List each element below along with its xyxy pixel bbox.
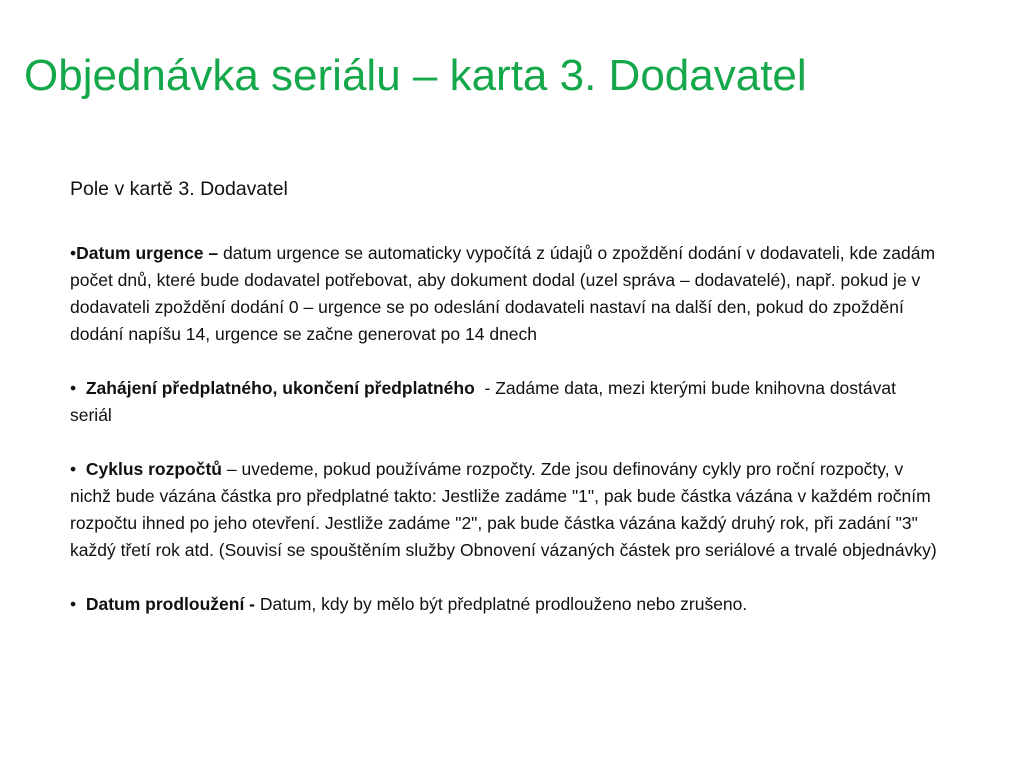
field-name: Datum urgence – bbox=[76, 243, 219, 263]
bullet: • bbox=[70, 594, 86, 614]
bullet: • bbox=[70, 378, 86, 398]
field-name: Cyklus rozpočtů bbox=[85, 459, 222, 479]
list-item-datum-prodlouzeni bbox=[70, 591, 940, 618]
list-item-cyklus-rozpoctu bbox=[70, 456, 940, 564]
field-description: datum urgence se automaticky vypočítá z údajů o zpoždění dodání v dodavateli, kde zadám počet dnů, které bude dodavatel potřebovat, aby dokument dodal (uzel správa – dodavatelé), např. pokud je v dodavateli zpoždění dodání 0 – urgence se po odeslání dodavateli nastaví na další den, pokud do zpoždění dodání napíšu 14, urgence se začne generovat po 14 dnech bbox=[70, 243, 936, 344]
slide-title: Objednávka seriálu – karta 3. Dodavatel bbox=[24, 51, 807, 100]
field-name: Zahájení předplatného, ukončení předplatného bbox=[85, 378, 475, 398]
slide-content bbox=[70, 174, 940, 645]
bullet: • bbox=[70, 243, 77, 263]
bullet: • bbox=[70, 459, 86, 479]
field-description: Datum, kdy by mělo být předplatné prodlouženo nebo zrušeno. bbox=[255, 594, 748, 614]
field-description: - Zadáme data, mezi kterými bude knihovna dostávat seriál bbox=[70, 378, 901, 425]
field-description: – uvedeme, pokud používáme rozpočty. Zde jsou definovány cykly pro roční rozpočty, v nichž bude vázána částka pro předplatné takto: Jestliže zadáme "1", pak bude částka vázána v každém ročním rozpočtu ihned po jeho otevření. Jestliže zadáme "2", pak bude částka vázána každý druhý rok, při zadání "3" každý třetí rok atd. (Souvisí se spouštěním služby Obnovení vázaných částek pro seriálové a trvalé objednávky) bbox=[70, 459, 937, 560]
list-item-datum-urgence bbox=[70, 240, 940, 348]
section-heading: Pole v kartě 3. Dodavatel bbox=[70, 178, 288, 200]
list-item-zahajeni-predplatneho bbox=[70, 375, 940, 429]
field-name: Datum prodloužení - bbox=[85, 594, 256, 614]
